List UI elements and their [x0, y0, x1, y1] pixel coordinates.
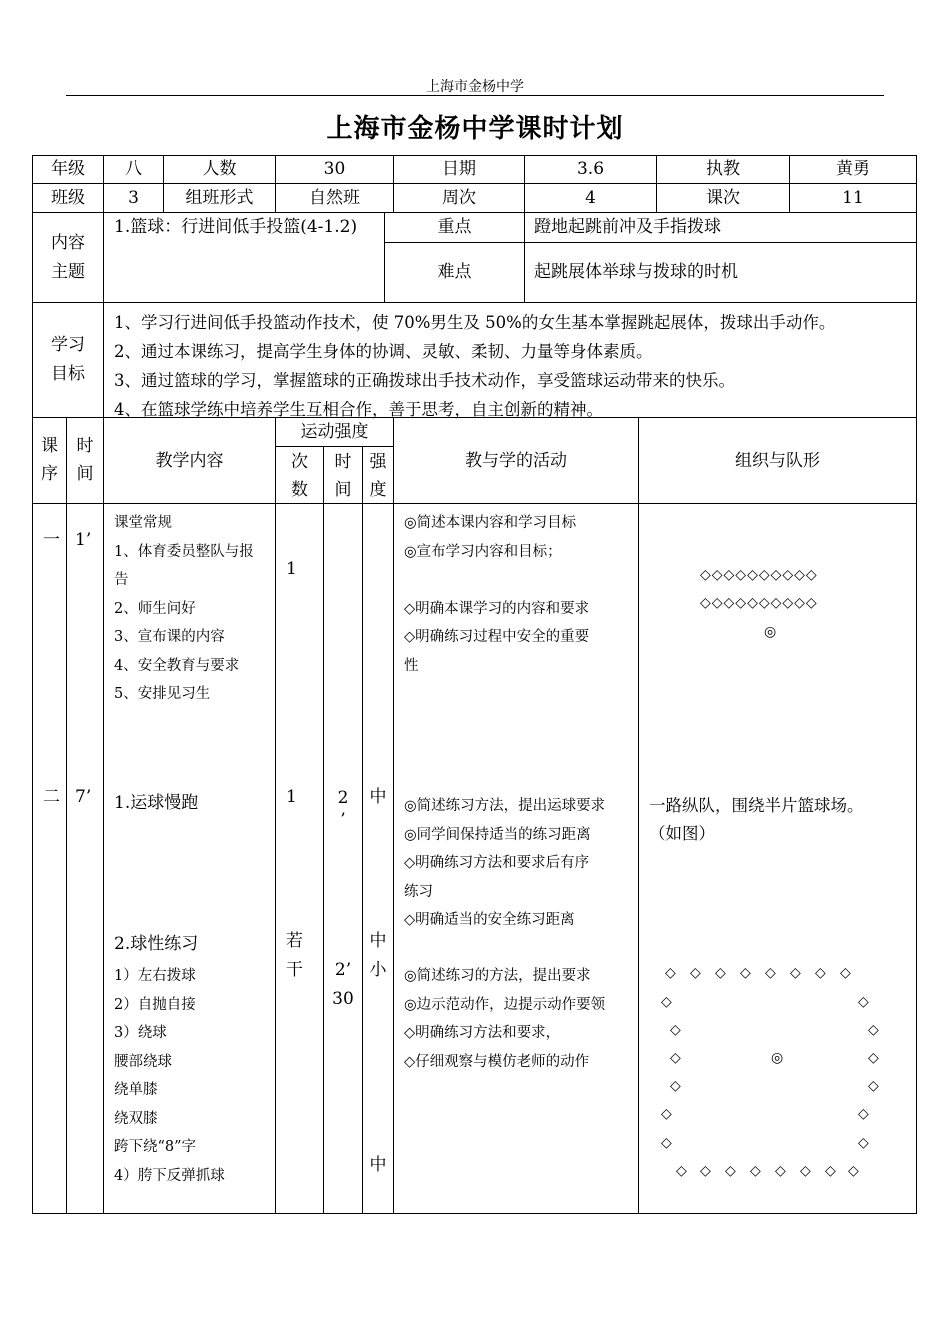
step-line: 绕单膝 — [114, 1082, 158, 1098]
row-divider — [275, 446, 393, 447]
step-line: 绕双膝 — [114, 1110, 158, 1127]
table-border-left — [32, 155, 33, 1214]
activity-line: 性 — [404, 657, 419, 674]
formation-row-1: ◇◇◇◇◇◇◇◇◇◇ — [700, 567, 818, 583]
level-header-line1: 强 — [369, 452, 387, 472]
level-header — [363, 448, 393, 504]
student-position-icon: ◇ — [775, 1163, 786, 1179]
activity-line: ◇明确适当的安全练习距离 — [404, 912, 575, 928]
count-value: 30 — [323, 159, 346, 179]
student-position-icon: ◇ — [868, 1050, 879, 1066]
student-position-icon: ◇ — [800, 1163, 811, 1179]
class-label: 班级 — [51, 188, 85, 208]
page-header: 上海市金杨中学 — [426, 79, 524, 95]
dribble-level: 中 — [369, 787, 387, 807]
part1-activities — [404, 509, 589, 680]
activity-line: ◇明确本课学习的内容和要求 — [404, 600, 590, 617]
content-line: 5、安排见习生 — [114, 686, 211, 702]
teacher-label: 执教 — [706, 159, 740, 179]
student-position-icon: ◇ — [858, 1106, 869, 1122]
dribble-activities — [404, 792, 605, 935]
duration-header-line1: 时 — [334, 452, 352, 472]
col-divider — [362, 446, 363, 1213]
part1-content — [114, 509, 254, 709]
student-position-icon: ◇ — [790, 965, 801, 981]
dribble-jog-title: 1.运球慢跑 — [114, 793, 199, 813]
time-header — [67, 432, 103, 488]
dribble-formation — [649, 792, 864, 848]
reps-line: 若 — [286, 931, 303, 951]
grade-value: 八 — [125, 159, 142, 179]
teacher-position-icon: ◎ — [771, 1050, 784, 1066]
student-position-icon: ◇ — [670, 1078, 681, 1094]
step-line: 2）自抛自接 — [114, 996, 196, 1013]
level-line: 中 — [369, 931, 387, 951]
table-border-bottom — [32, 1213, 917, 1214]
part1-reps: 1 — [286, 559, 297, 579]
activity-spacer — [404, 566, 589, 595]
week-value: 4 — [585, 188, 596, 208]
content-line: 课堂常规 — [114, 515, 172, 531]
key-point: 蹬地起跳前冲及手指拨球 — [534, 217, 721, 237]
col-divider — [66, 417, 67, 1213]
duration-header — [324, 448, 362, 504]
reps-line: 干 — [286, 960, 303, 980]
activity-line: ◇仔细观察与模仿老师的动作 — [404, 1053, 590, 1070]
student-position-icon: ◇ — [868, 1078, 879, 1094]
col-divider — [524, 212, 525, 302]
step-line: 3）绕球 — [114, 1025, 167, 1041]
intensity-header: 运动强度 — [300, 422, 369, 442]
student-position-icon: ◇ — [848, 1163, 859, 1179]
content-theme-label — [33, 229, 103, 287]
time-header-line1: 时 — [76, 436, 94, 456]
dribble-duration — [324, 787, 362, 831]
activity-line: ◎简述练习的方法，提出要求 — [404, 968, 591, 984]
activity-line: ◎简述本课内容和学习目标 — [404, 515, 577, 531]
activity-line: ◎简述练习方法，提出运球要求 — [404, 798, 606, 814]
reps-header-line1: 次 — [291, 452, 308, 472]
content-line: 4、安全教育与要求 — [114, 657, 240, 674]
ball-handling-steps — [114, 962, 225, 1190]
step-line: 4）胯下反弹抓球 — [114, 1167, 225, 1184]
date-value: 3.6 — [576, 159, 605, 179]
ball-handling-duration — [324, 956, 362, 1014]
duration-line: 30 — [332, 989, 354, 1009]
order-header-line2: 序 — [41, 464, 58, 484]
week-label: 周次 — [442, 188, 476, 208]
goals-label-line2: 目标 — [51, 364, 85, 384]
content-line: 3、宣布课的内容 — [114, 629, 225, 645]
activity-line: ◇明确练习过程中安全的重要 — [404, 629, 590, 645]
row-divider — [32, 183, 917, 184]
student-position-icon: ◇ — [725, 1163, 736, 1179]
content-label-line2: 主题 — [51, 262, 85, 282]
duration-line: 2’ — [334, 960, 352, 980]
activity-line: ◎宣布学习内容和目标； — [404, 543, 562, 560]
level-header-line2: 度 — [369, 480, 387, 500]
goal-item: 3、通过篮球的学习，掌握篮球的正确拨球出手技术动作，享受篮球运动带来的快乐。 — [114, 371, 735, 390]
part1-order: 一 — [43, 530, 60, 550]
grade-label: 年级 — [51, 159, 85, 179]
student-position-icon: ◇ — [676, 1163, 687, 1179]
formation-line: （如图） — [649, 824, 715, 843]
content-line: 2、师生问好 — [114, 600, 196, 617]
content-topic: 1.篮球：行进间低手投篮(4-1.2) — [114, 217, 358, 237]
order-header — [33, 432, 66, 488]
student-position-icon: ◇ — [661, 1106, 672, 1122]
step-line: 1）左右拨球 — [114, 968, 196, 984]
group-value: 自然班 — [309, 188, 360, 208]
col-divider — [103, 302, 104, 417]
student-position-icon: ◇ — [661, 1135, 672, 1151]
student-position-icon: ◇ — [858, 994, 869, 1010]
student-position-icon: ◇ — [690, 965, 701, 981]
activity-line: ◎边示范动作，边提示动作要领 — [404, 996, 606, 1013]
lesson-value: 11 — [842, 188, 864, 208]
table-border-top — [32, 155, 917, 156]
step-line: 跨下绕“8”字 — [114, 1139, 197, 1155]
duration-line: ’ — [340, 810, 346, 830]
ball-handling-reps — [286, 927, 303, 985]
class-value: 3 — [128, 188, 139, 208]
student-position-icon: ◇ — [750, 1163, 761, 1179]
count-label: 人数 — [202, 159, 237, 179]
student-position-icon: ◇ — [868, 1022, 879, 1038]
activity-line: 练习 — [404, 883, 433, 900]
activities-header: 教与学的活动 — [465, 451, 567, 471]
student-position-icon: ◇ — [700, 1163, 711, 1179]
content-label-line1: 内容 — [51, 233, 85, 253]
difficulty: 起跳展体举球与拨球的时机 — [534, 262, 738, 282]
goal-item: 4、在篮球学练中培养学生互相合作，善于思考，自主创新的精神。 — [114, 400, 603, 419]
step-line: 腰部绕球 — [114, 1053, 172, 1070]
part2-order: 二 — [43, 787, 60, 807]
content-line: 告 — [114, 572, 129, 588]
col-divider — [275, 417, 276, 1213]
row-divider — [32, 503, 917, 504]
col-divider — [393, 417, 394, 1213]
time-header-line2: 间 — [76, 464, 94, 484]
header-divider — [66, 95, 884, 96]
table-border-right — [916, 155, 917, 1214]
col-divider — [638, 417, 639, 1213]
lesson-label: 课次 — [706, 188, 740, 208]
activity-line: ◎同学间保持适当的练习距离 — [404, 826, 591, 843]
student-position-icon: ◇ — [665, 965, 676, 981]
goals-label-line1: 学习 — [51, 335, 85, 355]
duration-header-line2: 间 — [334, 480, 352, 500]
col-divider — [103, 212, 104, 302]
page-title: 上海市金杨中学课时计划 — [326, 114, 624, 144]
group-label: 组班形式 — [185, 188, 254, 208]
part1-time: 1’ — [75, 530, 92, 550]
row-divider — [32, 302, 917, 303]
reps-header-line2: 数 — [291, 480, 308, 500]
content-header: 教学内容 — [155, 451, 224, 471]
student-position-icon: ◇ — [815, 965, 826, 981]
student-position-icon: ◇ — [858, 1135, 869, 1151]
formation-line: 一路纵队，围绕半片篮球场。 — [649, 796, 864, 815]
part2-time: 7’ — [75, 787, 92, 807]
row-divider — [384, 242, 917, 243]
goals-list — [114, 308, 835, 424]
row-divider — [32, 212, 917, 213]
student-position-icon: ◇ — [670, 1050, 681, 1066]
student-position-icon: ◇ — [765, 965, 776, 981]
activity-line: ◇明确练习方法和要求后有序 — [404, 855, 590, 871]
student-position-icon: ◇ — [715, 965, 726, 981]
ball-handling-activities — [404, 962, 605, 1076]
ball-handling-level — [363, 927, 393, 985]
difficulty-label: 难点 — [437, 262, 472, 282]
student-position-icon: ◇ — [825, 1163, 836, 1179]
goals-label — [33, 331, 103, 389]
organization-header: 组织与队形 — [735, 451, 820, 471]
student-position-icon: ◇ — [661, 994, 672, 1010]
order-header-line1: 课 — [41, 436, 58, 456]
reps-header — [276, 448, 323, 504]
goal-item: 1、学习行进间低手投篮动作技术，使 70%男生及 50%的女生基本掌握跳起展体，拨球出手动作。 — [114, 313, 836, 332]
student-position-icon: ◇ — [670, 1022, 681, 1038]
dribble-reps: 1 — [286, 787, 297, 807]
student-position-icon: ◇ — [740, 965, 751, 981]
formation-row-2: ◇◇◇◇◇◇◇◇◇◇ — [700, 595, 818, 611]
duration-line: 2 — [337, 788, 349, 808]
content-line: 1、体育委员整队与报 — [114, 543, 254, 560]
activity-line: ◇明确练习方法和要求， — [404, 1025, 561, 1041]
ball-handling-title: 2.球性练习 — [114, 934, 199, 954]
student-position-icon: ◇ — [840, 965, 851, 981]
teacher-position-icon: ◎ — [764, 624, 777, 640]
goal-item: 2、通过本课练习，提高学生身体的协调、灵敏、柔韧、力量等身体素质。 — [114, 342, 653, 361]
date-label: 日期 — [442, 159, 476, 179]
key-point-label: 重点 — [437, 217, 472, 237]
teacher-value: 黄勇 — [836, 159, 870, 179]
col-divider — [103, 417, 104, 1213]
level-line: 小 — [369, 960, 387, 980]
ball-handling-level-last: 中 — [369, 1155, 387, 1175]
